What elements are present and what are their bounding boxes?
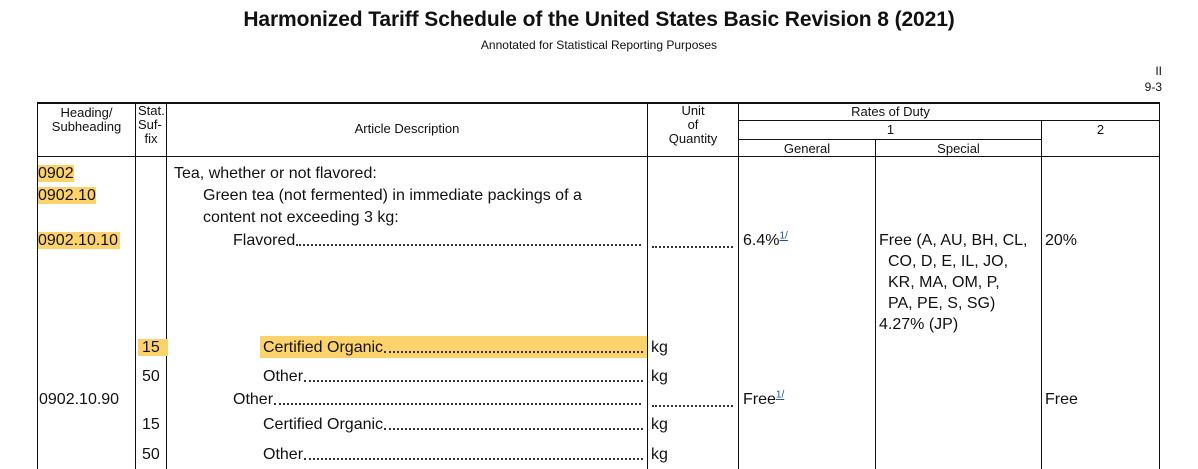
desc-other-a [263,366,645,387]
unit-dots-flavored [652,245,733,248]
footnote-link-2[interactable]: 1/ [775,389,785,401]
col2-other: Free [1045,391,1078,408]
col1-header-divider [739,120,1160,121]
header-unit-line1: Unit [681,103,705,118]
page-title: Harmonized Tariff Schedule of the United States Basic Revision 8 (2021) [243,8,955,31]
special-flavored-line2: CO, D, E, IL, JO, [888,253,1009,270]
page-subtitle: Annotated for Statistical Reporting Purposes [480,38,718,52]
desc-other-main [233,389,643,410]
v-general-special [875,139,876,469]
general-flavored [743,230,788,251]
stat-suffix-50b: 50 [142,446,160,463]
header-rates-of-duty: Rates of Duty [851,104,930,119]
header-stat-suffix [136,104,168,146]
header-heading-line1: Heading/ [60,105,113,120]
desc-other-b [263,444,645,465]
header-unit-line3: Quantity [668,131,718,146]
v-special-col2 [1041,120,1042,469]
heading-0902: 0902 [38,165,74,182]
table-top-border [37,102,1160,104]
desc-green-tea-line2: content not exceeding 3 kg: [203,209,399,226]
desc-flavored [233,230,643,251]
page-number: 9-3 [1144,80,1162,94]
header-stat-line1: Stat. [138,103,165,118]
header-unit-line2: of [687,117,699,132]
desc-certified-organic-b-label: Certified Organic [263,416,384,433]
special-flavored-line4: PA, PE, S, SG) [888,295,996,312]
footnote-link-1[interactable]: 1/ [779,230,788,242]
desc-other-b-label: Other [263,446,304,463]
header-special: Special [937,141,980,156]
stat-suffix-15a: 15 [138,337,168,358]
header-heading [38,106,135,134]
header-col2: 2 [1096,122,1105,137]
subheading-0902-10: 0902.10 [38,187,96,204]
subheading-0902-10-10: 0902.10.10 [38,232,119,249]
unit-kg-1: kg [651,339,668,356]
desc-flavored-label: Flavored [233,232,296,249]
general-other-rate: Free [743,391,776,408]
unit-kg-3: kg [651,416,668,433]
v-desc-unit [647,102,648,469]
col2-flavored: 20% [1045,232,1078,249]
special-flavored-line3: KR, MA, OM, P, [888,274,1000,291]
unit-dots-other [652,404,733,407]
general-other [743,389,784,410]
v-unit-general [738,102,739,469]
header-stat-line2: Suf- [138,117,162,132]
general-flavored-rate: 6.4% [743,232,780,249]
desc-certified-organic-a-label: Certified Organic [263,339,384,356]
header-bottom-border [37,156,1160,157]
stat-suffix-50a: 50 [142,368,160,385]
desc-green-tea-line1: Green tea (not fermented) in immediate packings of a [203,187,582,204]
desc-tea: Tea, whether or not flavored: [174,165,377,182]
desc-other-a-label: Other [263,368,304,385]
header-general: General [783,141,831,156]
desc-certified-organic-b [263,414,645,435]
subheading-0902-10-90: 0902.10.90 [39,391,120,408]
desc-certified-organic-a [263,337,645,358]
unit-kg-4: kg [651,446,668,463]
v-left-border [37,102,38,469]
header-unit [648,104,738,146]
v-stat-desc [166,102,167,469]
special-flavored-line1: Free (A, AU, BH, CL, [879,232,1028,249]
subcol-header-divider [739,139,1042,140]
special-flavored-line5: 4.27% (JP) [879,316,959,333]
header-stat-line3: fix [144,131,158,146]
header-article-description: Article Description [354,121,460,136]
header-heading-line2: Subheading [51,119,122,134]
desc-other-main-label: Other [233,391,274,408]
unit-kg-2: kg [651,368,668,385]
v-heading-stat [135,102,136,469]
header-col1: 1 [886,122,895,137]
stat-suffix-15b: 15 [142,416,160,433]
section-number: II [1155,64,1162,78]
v-right-border [1159,102,1160,469]
